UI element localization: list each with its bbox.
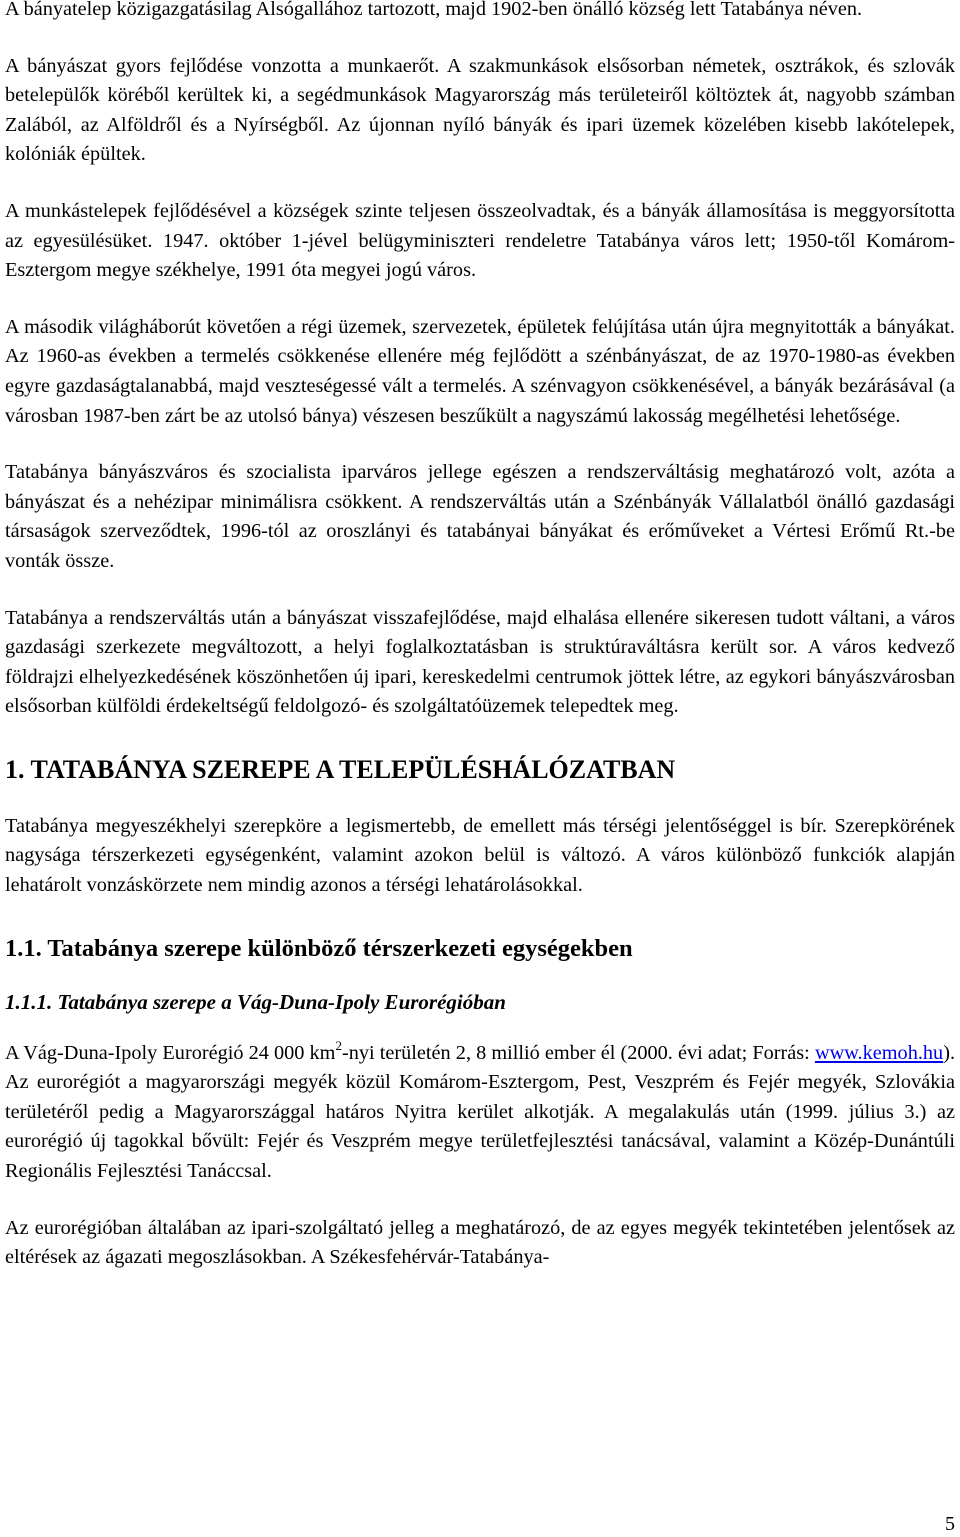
subsubsection-heading-1-1-1: 1.1.1. Tatabánya szerepe a Vág-Duna-Ipoly Eurorégióban xyxy=(5,989,506,1014)
paragraph-8-text-b: -nyi területén 2, 8 millió ember él (2000. évi adat; Forrás: xyxy=(341,1041,815,1064)
paragraph-8-text-a: A Vág-Duna-Ipoly Eurorégió 24 000 km xyxy=(5,1041,336,1064)
paragraph-9: Az eurorégióban általában az ipari-szolgáltató jelleg a meghatározó, de az egyes megyék tekintetében jelentősek az eltérések az ágazati megoszlásokban. A Székesfehérvár-Tatabánya- xyxy=(5,1216,955,1269)
paragraph-7: Tatabánya megyeszékhelyi szerepköre a legismertebb, de emellett más térségi jelentőséggel is bír. Szerepkörének nagysága térszerkezeti egységenként, valamint azokon belül is változó. A város különböző funkciók alapján lehatárolt vonzáskörzete nem mindig azonos a térségi lehatárolásokkal. xyxy=(5,814,955,897)
subsection-heading-1-1: 1.1. Tatabánya szerepe különböző térszerkezeti egységekben xyxy=(5,934,633,962)
paragraph-6: Tatabánya a rendszerváltás után a bányászat visszafejlődése, majd elhalása ellenére sikeresen tudott váltani, a város gazdasági szerkezete megváltozott, a helyi foglalkoztatásban is struktúraváltásra került sor. A város kedvező földrajzi elhelyezkedésének köszönhetően új ipari, kereskedelmi centrumok jöttek létre, az egykori bányászvárosban elsősorban külföldi érdekeltségű feldolgozó- és szolgáltatóüzemek telepedtek meg. xyxy=(5,606,955,718)
page-number: 5 xyxy=(945,1513,955,1535)
section-heading-1: 1. TATABÁNYA SZEREPE A TELEPÜLÉSHÁLÓZATBAN xyxy=(5,754,676,784)
kemoh-link[interactable]: www.kemoh.hu xyxy=(814,1041,944,1064)
paragraph-3: A munkástelepek fejlődésével a községek szinte teljesen összeolvadtak, és a bányák államosítása is meggyorsította az egyesülésüket. 1947. október 1-jével belügyminiszteri rendeletre Tatabánya város lett; 1950-től Komárom-Esztergom megye székhelye, 1991 óta megyei jogú város. xyxy=(5,199,955,282)
paragraph-8-text-c: ). Az eurorégiót a magyarországi megyék közül Komárom-Esztergom, Pest, Veszprém és Fejér megyék, Szlovákia területéről pedig a Magyarországgal határos Nyitra kerület alkotják. A megalakulás után (1999. július 3.) az eurorégió új tagokkal bővült: Fejér és Veszprém megye területfejlesztési tanácsával, valamint a Közép-Dunántúli Regionális Fejlesztési Tanáccsal. xyxy=(5,1041,956,1183)
paragraph-4: A második világháborút követően a régi üzemek, szervezetek, épületek felújítása után újra megnyitották a bányákat. Az 1960-as években a termelés csökkenése ellenére még fejlődött a szénbányászat, de az 1970-1980-as években egyre gazdaságtalanabbá, majd veszteségessé vált a termelés. A szénvagyon csökkenésével, a bányák bezárásával (a városban 1987-ben zárt be az utolsó bánya) vészesen beszűkült a nagyszámú lakosság megélhetési lehetősége. xyxy=(5,315,955,427)
paragraph-2: A bányászat gyors fejlődése vonzotta a munkaerőt. A szakmunkások elsősorban németek, osztrákok, és szlovák betelepülők köréből kerültek ki, a segédmunkások Magyarország más területeiről költöztek át, nagyobb számban Zalából, az Alföldről és a Nyírségből. Az újonnan nyíló bányák és ipari üzemek közelében kisebb lakótelepek, kolóniák épültek. xyxy=(5,54,955,166)
document-page xyxy=(5,0,955,1273)
superscript-squared: 2 xyxy=(335,1037,342,1053)
paragraph-1: A bányatelep közigazgatásilag Alsógallához tartozott, majd 1902-ben önálló község lett Tatabánya néven. xyxy=(5,0,863,20)
paragraph-8 xyxy=(5,1039,955,1187)
paragraph-5: Tatabánya bányászváros és szocialista iparváros jellege egészen a rendszerváltásig meghatározó volt, azóta a bányászat és a nehézipar minimálisra csökkent. A rendszerváltás után a Szénbányák Vállalatból önálló gazdasági társaságok szerveződtek, 1996-tól az oroszlányi és tatabányai bányákat és erőműveket a Vértesi Erőmű Rt.-be vonták össze. xyxy=(5,461,955,572)
